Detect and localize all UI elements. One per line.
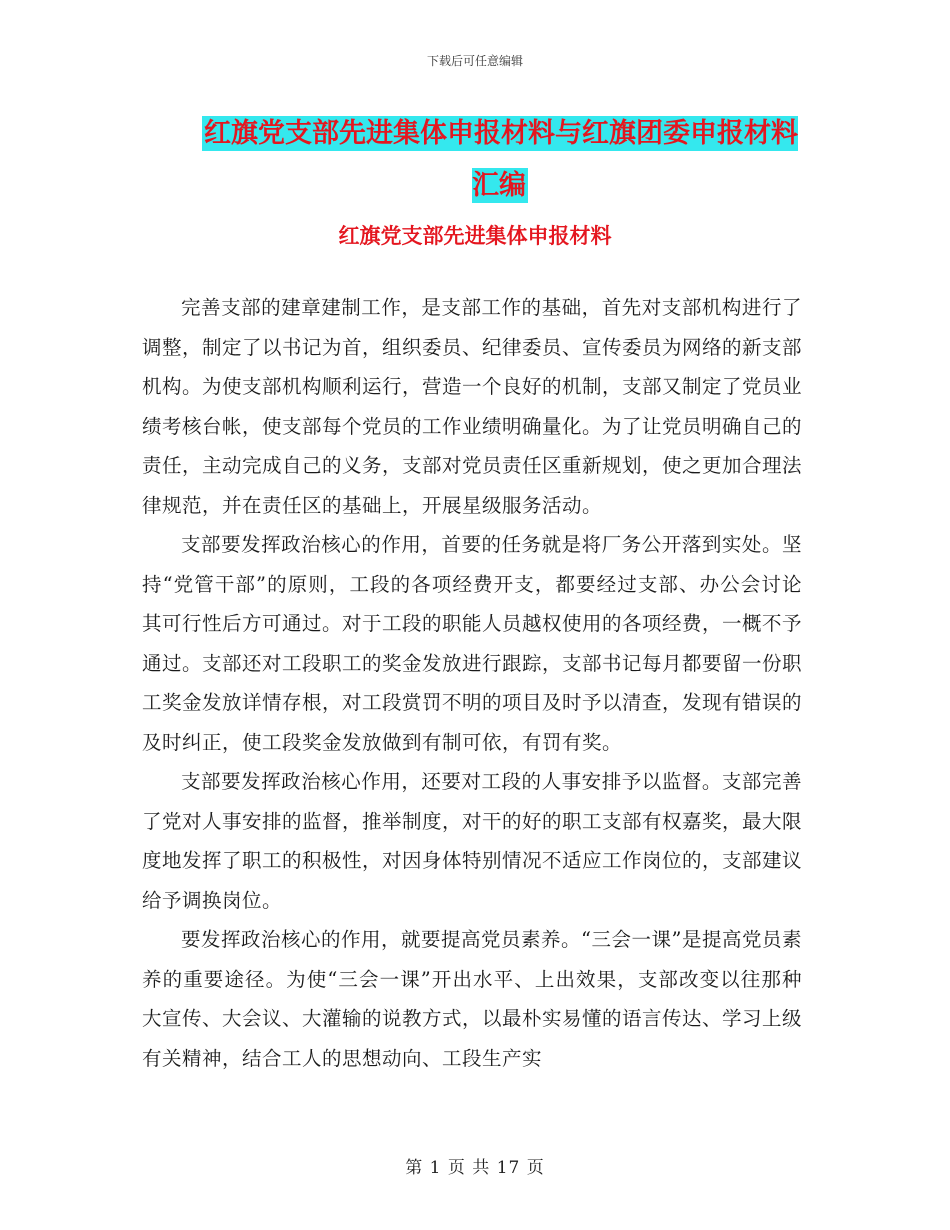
page-number-footer: 第 1 页 共 17 页 [405,1158,545,1178]
document-main-title [190,108,810,212]
paragraph: 完善支部的建章建制工作，是支部工作的基础，首先对支部机构进行了调整，制定了以书记为首，组织委员、纪律委员、宣传委员为网络的新支部机构。为使支部机构顺利运行，营造一个良好的机制，支部又制定了党员业绩考核台帐，使支部每个党员的工作业绩明确量化。为了让党员明确自己的责任，主动完成自己的义务，支部对党员责任区重新规划，使之更加合理法律规范，并在责任区的基础上，开展星级服务活动。 [142,296,803,517]
paragraph: 支部要发挥政治核心作用，还要对工段的人事安排予以监督。支部完善了党对人事安排的监督，推举制度，对干的好的职工支部有权嘉奖，最大限度地发挥了职工的积极性，对因身体特别情况不适应工作岗位的，支部建议给予调换岗位。 [142,770,803,912]
header-note: 下载后可任意编辑 [426,54,523,68]
paragraph: 要发挥政治核心的作用，就要提高党员素养。“三会一课”是提高党员素养的重要途径。为使“三会一课”开出水平、上出效果，支部改变以往那种大宣传、大会议、大灌输的说教方式，以最朴实易懂的语言传达、学习上级有关精神，结合工人的思想动向、工段生产实 [142,928,803,1070]
document-body [142,288,802,1078]
section-title: 红旗党支部先进集体申报材料 [338,224,612,248]
main-title-text: 红旗党支部先进集体申报材料与红旗团委申报材料汇编 [204,118,798,201]
paragraph: 支部要发挥政治核心的作用，首要的任务就是将厂务公开落到实处。坚持“党管干部”的原则，工段的各项经费开支，都要经过支部、办公会讨论其可行性后方可通过。对于工段的职能人员越权使用的各项经费，一概不予通过。支部还对工段职工的奖金发放进行跟踪，支部书记每月都要留一份职工奖金发放详情存根，对工段赏罚不明的项目及时予以清查，发现有错误的及时纠正，使工段奖金发放做到有制可依，有罚有奖。 [142,533,803,754]
